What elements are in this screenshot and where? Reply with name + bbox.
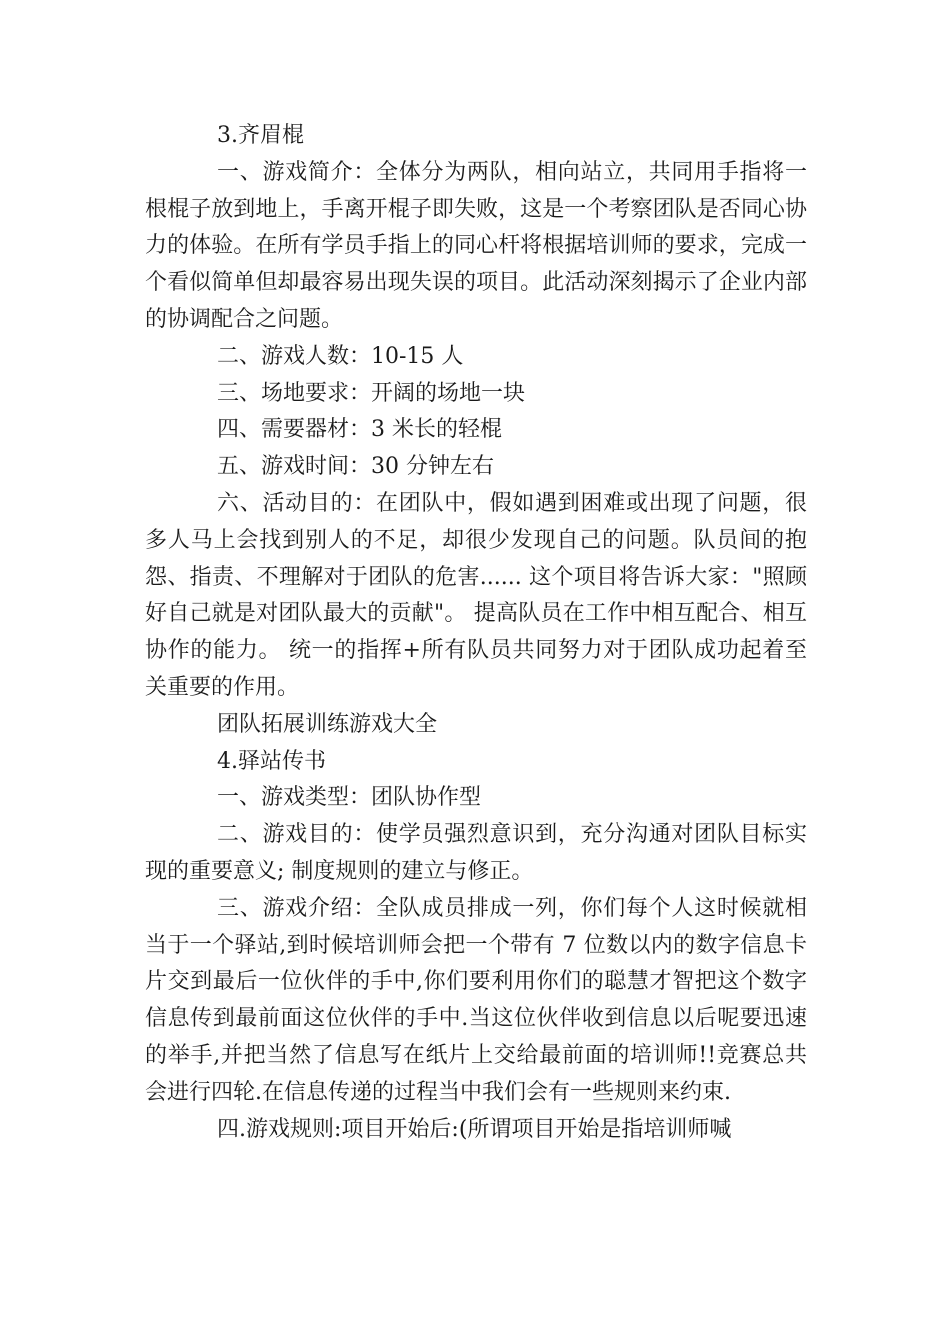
section-heading-4: 4.驿站传书 bbox=[217, 748, 326, 774]
paragraph-game-intro: 一、游戏简介：全体分为两队，相向站立，共同用手指将一根棍子放到地上，手离开棍子即失败，这是一个考察团队是否同心协力的体验。在所有学员手指上的同心杆将根据培训师的要求，完成一个看似简单但却最容易出现失误的项目。此活动深刻揭示了企业内部的协调配合之问题。 bbox=[145, 159, 807, 332]
paragraph-duration: 五、游戏时间：30 分钟左右 bbox=[217, 454, 494, 480]
paragraph-game-type: 一、游戏类型：团队协作型 bbox=[217, 785, 482, 811]
paragraph-collection-title: 团队拓展训练游戏大全 bbox=[217, 711, 438, 737]
document-page bbox=[145, 118, 807, 1148]
paragraph-player-count: 二、游戏人数：10-15 人 bbox=[217, 343, 464, 369]
section-heading-3: 3.齐眉棍 bbox=[217, 123, 304, 148]
paragraph-game-description: 三、游戏介绍：全队成员排成一列，你们每个人这时候就相当于一个驿站,到时候培训师会把一个带有 7 位数以内的数字信息卡片交到最后一位伙伴的手中,你们要利用你们的聪慧才智把这个数字信息传到最前面这位伙伴的手中.当这位伙伴收到信息以后呢要迅速的举手,并把当然了信息写在纸片上交给最前面的培训师!!竞赛总共会进行四轮.在信息传递的过程当中我们会有一些规则来约束. bbox=[145, 895, 807, 1105]
paragraph-equipment: 四、需要器材：3 米长的轻棍 bbox=[217, 417, 502, 443]
paragraph-venue: 三、场地要求：开阔的场地一块 bbox=[217, 380, 526, 406]
paragraph-purpose: 六、活动目的：在团队中，假如遇到困难或出现了问题，很多人马上会找到别人的不足，却很少发现自己的问题。队员间的抱怨、指责、不理解对于团队的危害...... 这个项目将告诉大家："照顾好自己就是对团队最大的贡献"。 提高队员在工作中相互配合、相互协作的能力。 统一的指挥+所有队员共同努力对于团队成功起着至关重要的作用。 bbox=[145, 490, 807, 700]
paragraph-game-rules: 四.游戏规则:项目开始后:(所谓项目开始是指培训师喊 bbox=[217, 1116, 732, 1142]
paragraph-game-goal: 二、游戏目的：使学员强烈意识到，充分沟通对团队目标实现的重要意义; 制度规则的建立与修正。 bbox=[145, 822, 807, 884]
